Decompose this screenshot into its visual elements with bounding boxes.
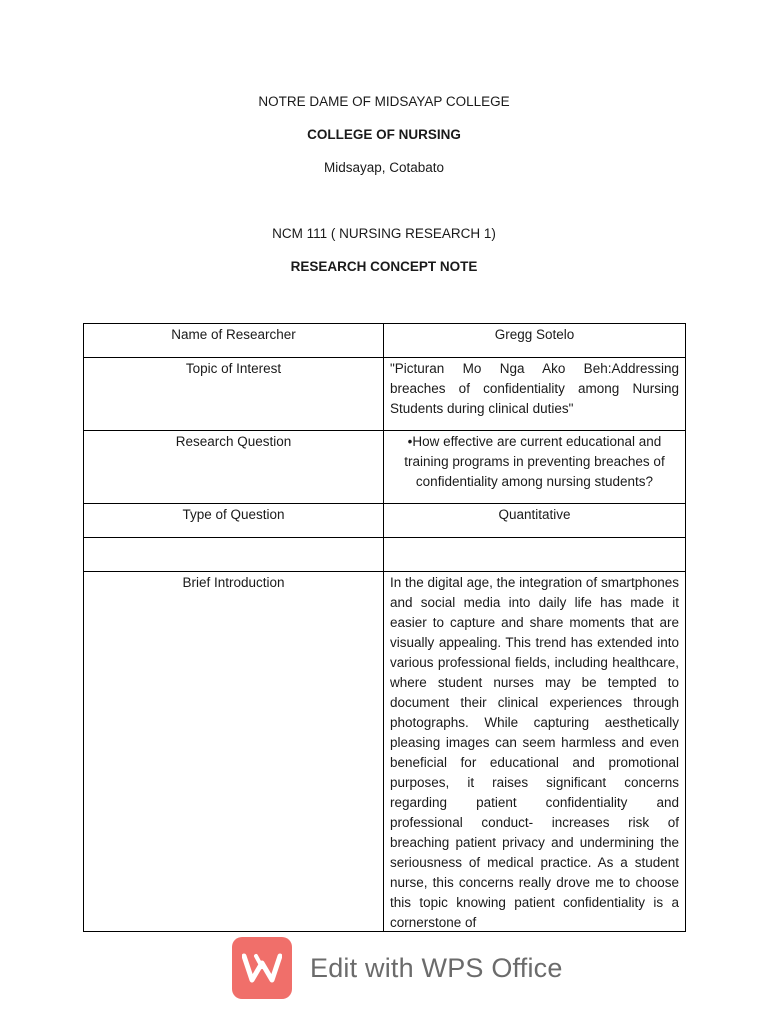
wps-edit-label[interactable]: Edit with WPS Office bbox=[310, 952, 563, 983]
table-row bbox=[84, 572, 686, 932]
row-label-researcher: Name of Researcher bbox=[171, 327, 296, 342]
row-label-brief-intro: Brief Introduction bbox=[182, 575, 285, 590]
wps-w-glyph bbox=[242, 953, 282, 983]
table-cell-label bbox=[84, 324, 384, 358]
researcher-name: Gregg Sotelo bbox=[494, 327, 575, 342]
research-question: •How effective are current educational and training programs in preventing breaches of confidentiality among nursing students? bbox=[404, 434, 665, 489]
table-cell-value bbox=[384, 431, 686, 504]
row-label-research-question: Research Question bbox=[175, 434, 292, 449]
table-cell-label bbox=[84, 358, 384, 431]
table-cell-value bbox=[384, 324, 686, 358]
table-row bbox=[84, 431, 686, 504]
brief-introduction: In the digital age, the integration of smartphones and social media into daily life has made it easier to capture and share moments that are visually appealing. This trend has extended into various professional fields, including healthcare, where student nurses may be tempted to document their clinical experiences through photographs. While capturing aesthetically pleasing images can seem harmless and even beneficial for educational and promotional purposes, it raises significant concerns regarding patient confidentiality and professional conduct- increases risk of breaching patient privacy and undermining the seriousness of medical practice. As a student nurse, this concerns really drove me to choose this topic knowing patient confidentiality is a cornerstone of bbox=[390, 575, 679, 930]
course-title: NCM 111 ( NURSING RESEARCH 1) bbox=[272, 226, 496, 241]
wps-office-logo-icon[interactable] bbox=[232, 937, 292, 999]
table-cell-value bbox=[384, 538, 686, 572]
empty-label bbox=[84, 538, 383, 539]
table-cell-value bbox=[384, 572, 686, 932]
topic-of-interest: "Picturan Mo Nga Ako Beh:Addressing breaches of confidentiality among Nursing Students during clinical duties" bbox=[390, 361, 679, 416]
brief-introduction-container bbox=[384, 572, 685, 931]
table-row-empty bbox=[84, 538, 686, 572]
table-cell-label bbox=[84, 504, 384, 538]
table-cell-value bbox=[384, 504, 686, 538]
table-row bbox=[84, 324, 686, 358]
document-title: RESEARCH CONCEPT NOTE bbox=[290, 259, 478, 274]
table-row bbox=[84, 504, 686, 538]
question-type: Quantitative bbox=[498, 507, 571, 522]
table-cell-label bbox=[84, 431, 384, 504]
table-cell-value bbox=[384, 358, 686, 431]
wps-promo-banner[interactable] bbox=[232, 936, 563, 1000]
concept-note-table bbox=[83, 323, 686, 932]
college-name: COLLEGE OF NURSING bbox=[307, 127, 461, 142]
row-label-topic: Topic of Interest bbox=[185, 361, 282, 376]
school-location: Midsayap, Cotabato bbox=[323, 160, 445, 175]
table-cell-label bbox=[84, 572, 384, 932]
row-label-question-type: Type of Question bbox=[182, 507, 285, 522]
empty-value bbox=[384, 538, 685, 539]
table-row bbox=[84, 358, 686, 431]
table-cell-label bbox=[84, 538, 384, 572]
school-name: NOTRE DAME OF MIDSAYAP COLLEGE bbox=[258, 94, 510, 109]
